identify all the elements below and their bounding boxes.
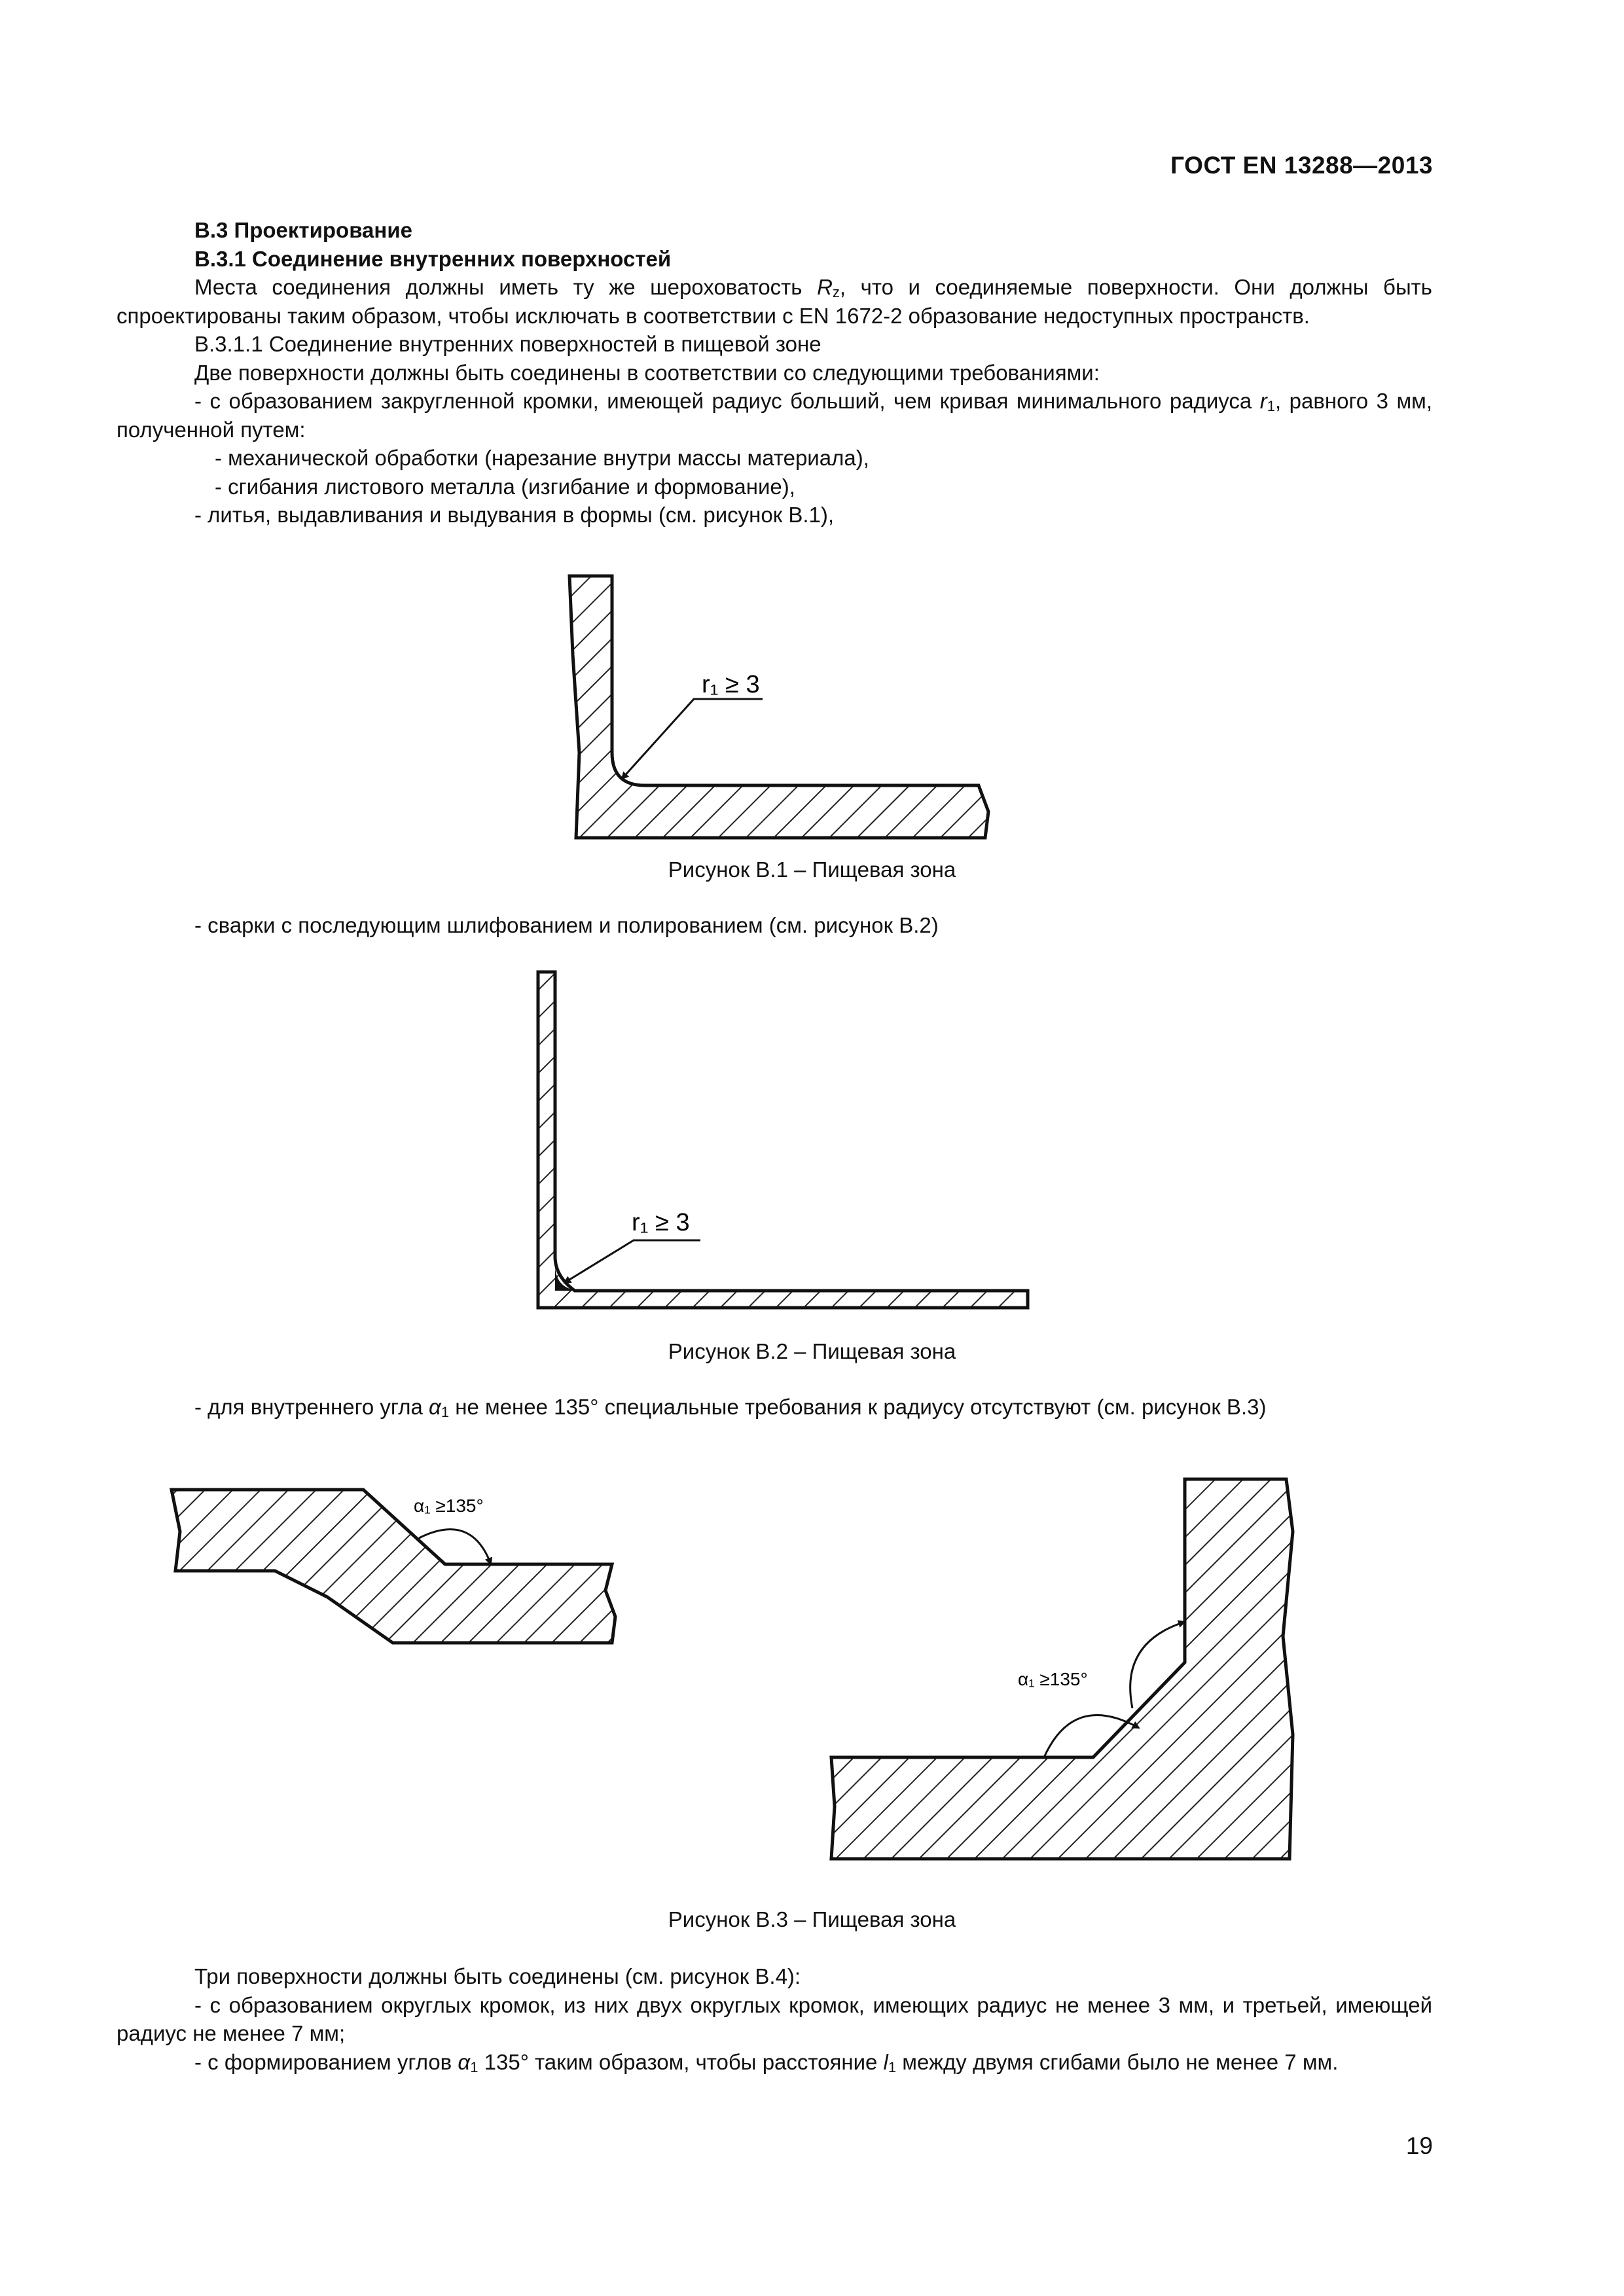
figure-b1-drawing [0,556,1624,884]
figure-b1-leader [622,699,763,779]
figure-b2-profile [538,972,1028,1308]
paragraph-three-surfaces: Три поверхности должны быть соединены (см. рисунок В.4): [194,1964,801,1988]
list-item-angles: - с формированием углов $\alpha_1$ 135° таким образом, чтобы расстояние $l_1$ между двумя сгибами было не менее 7 мм. [194,2049,1339,2075]
figure-b1-profile [569,576,988,838]
figure-b3-right-label: α₁ ≥135° [1018,1669,1088,1689]
paragraph-internal-angle: - для внутреннего угла $\alpha_1$ не менее 135° специальные требования к радиусу отсутствуют (см. рисунок В.3) [194,1395,1267,1420]
heading-b3: В.3 Проектирование [194,218,412,242]
figure-b3-left-profile [171,1490,615,1643]
section-angle [117,1393,1432,1422]
figure-b2-radius-label: r₁ ≥ 3 [632,1209,690,1236]
figure-b2-leader [564,1240,700,1283]
figure-b3-caption: Рисунок В.3 – Пищевая зона [668,1907,956,1931]
figure-b2-caption: Рисунок В.2 – Пищевая зона [668,1339,956,1363]
list-item-bending: - сгибания листового металла (изгибание и формование), [215,474,795,499]
list-item-casting: - литья, выдавливания и выдувания в формы (см. рисунок В.1), [194,503,835,527]
heading-b311: В.3.1.1 Соединение внутренних поверхностей в пищевой зоне [194,332,821,356]
list-item-rounded-edges: - с образованием округлых кромок, из них двух округлых кромок, имеющих радиус не менее 3 мм, и третьей, имеющей радиус не менее 7 мм; [117,1992,1432,2045]
paragraph-rounded-edge: - с образованием закругленной кромки, имеющей радиус больший, чем кривая минимального радиуса $r_1$, равного 3 мм, полученной путем: [117,389,1432,442]
figure-b1-radius-label: r₁ ≥ 3 [702,671,760,698]
figure-b3-drawing [0,1466,1624,1885]
list-item-machining: - механической обработки (нарезание внутри массы материала), [215,446,869,470]
figure-b3-left-label: α₁ ≥135° [414,1496,484,1516]
section-b3 [117,216,1432,529]
figure-b2-drawing [0,962,1624,1329]
page-number: 19 [1405,2132,1433,2159]
section-three-surfaces [117,1962,1432,2076]
list-item-welding: - сварки с последующим шлифованием и полированием (см. рисунок В.2) [194,913,939,937]
section-welding [117,911,1432,940]
figure-b1-caption: Рисунок В.1 – Пищевая зона [668,857,956,882]
document-header: ГОСТ EN 13288—2013 [1170,152,1433,179]
heading-b31: В.3.1 Соединение внутренних поверхностей [194,246,672,271]
paragraph-roughness: Места соединения должны иметь ту же шероховатость $R_z$, что и соединяемые поверхности. Они должны быть спроектированы таким образом, чтобы исключать в соответствии с EN 1672-2 образование недоступных пространств. [117,275,1432,328]
paragraph-two-surfaces: Две поверхности должны быть соединены в соответствии со следующими требованиями: [194,360,1100,385]
